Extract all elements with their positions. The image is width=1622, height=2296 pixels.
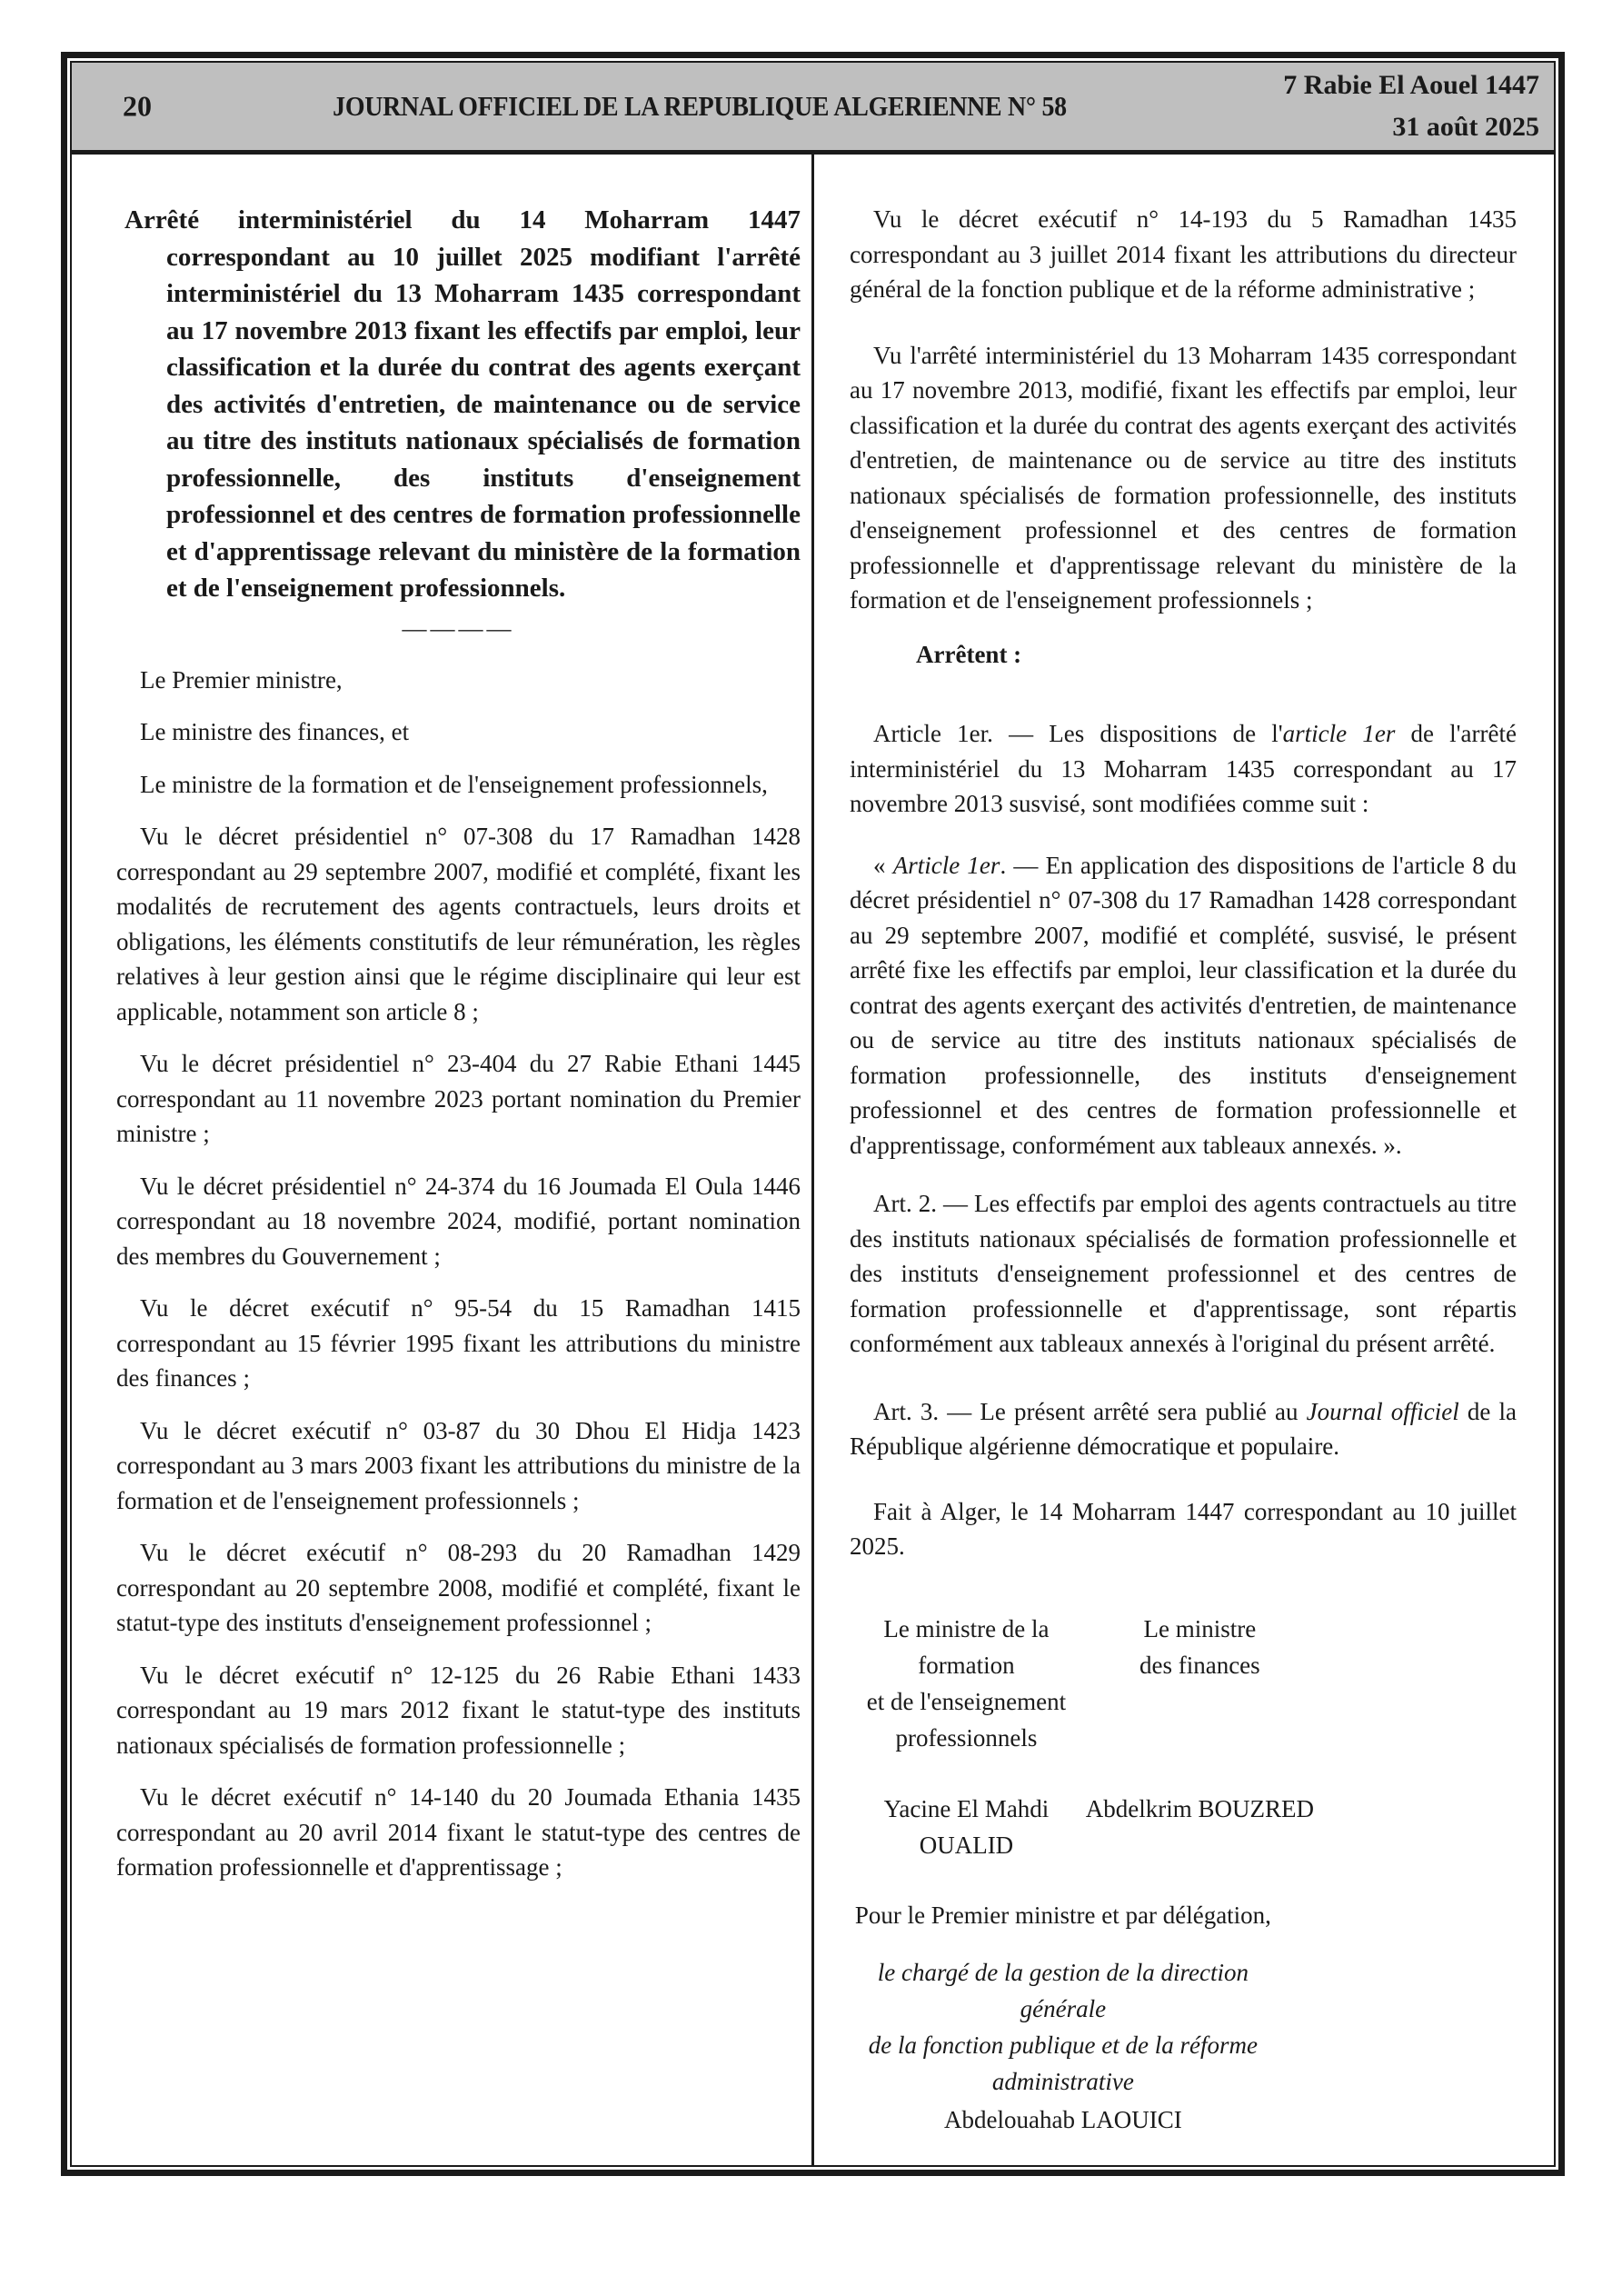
arretent-heading: Arrêtent :	[916, 640, 1022, 668]
signature-title-line: Le ministre de la formation	[883, 1614, 1050, 1679]
left-column	[116, 155, 801, 2165]
page-inner-border	[70, 61, 1556, 2167]
section-separator: ————	[402, 614, 515, 642]
article1-text-end: de l'arrêté interministériel du 13 Moharram 1435 correspondant au 17 novembre 2013 susvisé, sont modifiées comme suit :	[850, 720, 1517, 817]
page-number: 20	[123, 89, 152, 123]
masthead	[72, 63, 1554, 155]
paragraph-vu-23-404: Vu le décret présidentiel n° 23-404 du 27 Rabie Ethani 1445 correspondant au 11 novembre 2023 portant nomination du Premier ministre ;	[116, 1050, 801, 1147]
signature-title-formation	[850, 1611, 1083, 1756]
paragraph-vu-03-87: Vu le décret exécutif n° 03-87 du 30 Dhou El Hidja 1423 correspondant au 3 mars 2003 fixant les attributions du ministre de la formation et de l'enseignement professionnels ;	[116, 1416, 801, 1514]
right-column	[850, 155, 1517, 2165]
signature-title-line: professionnels	[895, 1723, 1038, 1752]
signature-title-line: et de l'enseignement	[866, 1687, 1067, 1715]
paragraph-premier-ministre: Le Premier ministre,	[140, 665, 343, 694]
signature-title-line: des finances	[1139, 1651, 1260, 1679]
paragraph-vu-14-140: Vu le décret exécutif n° 14-140 du 20 Joumada Ethania 1435 correspondant au 20 avril 2014 fixant le statut-type des centres de formation professionnelle et d'apprentissage ;	[116, 1783, 801, 1881]
paragraph-vu-08-293: Vu le décret exécutif n° 08-293 du 20 Ramadhan 1429 correspondant au 20 septembre 2008, modifié et complété, fixant le statut-type des instituts d'enseignement professionnel ;	[116, 1539, 801, 1636]
date-hijri: 7 Rabie El Aouel 1447	[1283, 70, 1539, 100]
article3-text: Art. 3. — Le présent arrêté sera publié au	[873, 1397, 1307, 1425]
paragraph-article-3	[850, 1394, 1517, 1464]
paragraph-vu-95-54: Vu le décret exécutif n° 95-54 du 15 Ramadhan 1415 correspondant au 15 février 1995 fixant les attributions du ministre des finances ;	[116, 1294, 801, 1392]
signature-titles-row	[850, 1611, 1517, 1756]
signature-title-line: Le ministre	[1143, 1614, 1257, 1642]
quote-article1-italic: Article 1er	[892, 851, 1000, 879]
article3-text-end: de la République algérienne démocratique et populaire.	[850, 1397, 1517, 1460]
content-columns	[72, 155, 1554, 2165]
page-border-frame	[61, 52, 1565, 2176]
paragraph-article-1	[850, 716, 1517, 822]
paragraph-ministre-finances: Le ministre des finances, et	[140, 718, 410, 745]
signature-name-oualid: Yacine El Mahdi OUALID	[883, 1794, 1050, 1859]
quote-article1-text: . — En application des dispositions de l'article 8 du décret présidentiel n° 07-308 du 17 Ramadhan 1428 correspondant au 29 septembre 2007, modifié et complété, susvisé, le présent arrêté fixe les effectifs par emploi, leur classification et la durée du contrat des agents exerçant des activités d'entretien, de maintenance ou de service au titre des instituts nationaux spécialisés de formation professionnelle, des instituts d'enseignement professionnel et des centres de formation professionnelle et d'apprentissage, conformément aux tableaux annexés. ».	[850, 851, 1517, 1159]
journal-title: JOURNAL OFFICIEL DE LA REPUBLIQUE ALGERIENNE N° 58	[333, 90, 1067, 122]
article1-text: Article 1er. — Les dispositions de l'	[873, 720, 1283, 747]
decree-title: Arrêté interministériel du 14 Moharram 1447 correspondant au 10 juillet 2025 modifiant l'arrêté interministériel du 13 Moharram 1435 correspondant au 17 novembre 2013 fixant les effectifs par emploi, leur classification et la durée du contrat des agents exerçant des activités d'entretien, de maintenance ou de service au titre des instituts nationaux spécialisés de formation professionnelle, des instituts d'enseignement professionnel et des centres de formation professionnelle et d'apprentissage relevant du ministère de la formation et de l'enseignement professionnels.	[124, 205, 801, 603]
article1-italic: article 1er	[1282, 720, 1396, 747]
delegation-intro: Pour le Premier ministre et par délégation,	[854, 1901, 1271, 1929]
paragraph-article-2: Art. 2. — Les effectifs par emploi des agents contractuels au titre des instituts nationaux spécialisés de formation professionnelle et des instituts d'enseignement professionnel et des centres de formation professionnelle et d'apprentissage, sont répartis conformément aux tableaux annexés à l'original du présent arrêté.	[850, 1190, 1517, 1357]
delegation-function-line2: de la fonction publique et de la réforme administrative	[868, 2031, 1258, 2095]
paragraph-fait-a-alger: Fait à Alger, le 14 Moharram 1447 correspondant au 10 juillet 2025.	[850, 1497, 1517, 1560]
paragraph-vu-24-374: Vu le décret présidentiel n° 24-374 du 16 Joumada El Oula 1446 correspondant au 18 novembre 2024, modifié, portant nomination des membres du Gouvernement ;	[116, 1172, 801, 1270]
signature-title-finances	[1083, 1611, 1317, 1756]
paragraph-vu-14-193: Vu le décret exécutif n° 14-193 du 5 Ramadhan 1435 correspondant au 3 juillet 2014 fixant les attributions du directeur général de la fonction publique et de la réforme administrative ;	[850, 205, 1517, 303]
journal-officiel-italic: Journal officiel	[1306, 1397, 1459, 1425]
signature-names-row	[850, 1791, 1517, 1863]
paragraph-vu-arrete-2013: Vu l'arrêté interministériel du 13 Moharram 1435 correspondant au 17 novembre 2013, modifié, fixant les effectifs par emploi, leur classification et la durée du contrat des agents exerçant des activités d'entretien, de maintenance ou de service au titre des instituts nationaux spécialisés de formation professionnelle, des instituts d'enseignement professionnel et des centres de formation professionnelle et d'apprentissage relevant du ministère de la formation et de l'enseignement professionnels ;	[850, 341, 1517, 614]
paragraph-vu-12-125: Vu le décret exécutif n° 12-125 du 26 Rabie Ethani 1433 correspondant au 19 mars 2012 fixant le statut-type des instituts nationaux spécialisés de formation professionnelle ;	[116, 1661, 801, 1759]
signature-name-laouici: Abdelouahab LAOUICI	[944, 2105, 1182, 2133]
masthead-dates	[1283, 65, 1539, 148]
paragraph-quoted-article-1	[850, 848, 1517, 1163]
delegation-block	[850, 1897, 1277, 2138]
date-gregorian: 31 août 2025	[1392, 112, 1539, 142]
quote-open: «	[873, 851, 893, 879]
delegation-function-line1: le chargé de la gestion de la direction générale	[877, 1958, 1249, 2022]
signature-name-bouzred: Abdelkrim BOUZRED	[1085, 1794, 1314, 1822]
paragraph-vu-07-308: Vu le décret présidentiel n° 07-308 du 17 Ramadhan 1428 correspondant au 29 septembre 2007, modifié et complété, fixant les modalités de recrutement des agents contractuels, leurs droits et obligations, les éléments constitutifs de leur rémunération, les règles relatives à leur gestion ainsi que le régime disciplinaire qui leur est applicable, notamment son article 8 ;	[116, 823, 801, 1025]
paragraph-ministre-formation: Le ministre de la formation et de l'enseignement professionnels,	[140, 770, 768, 798]
column-divider	[811, 155, 814, 2165]
